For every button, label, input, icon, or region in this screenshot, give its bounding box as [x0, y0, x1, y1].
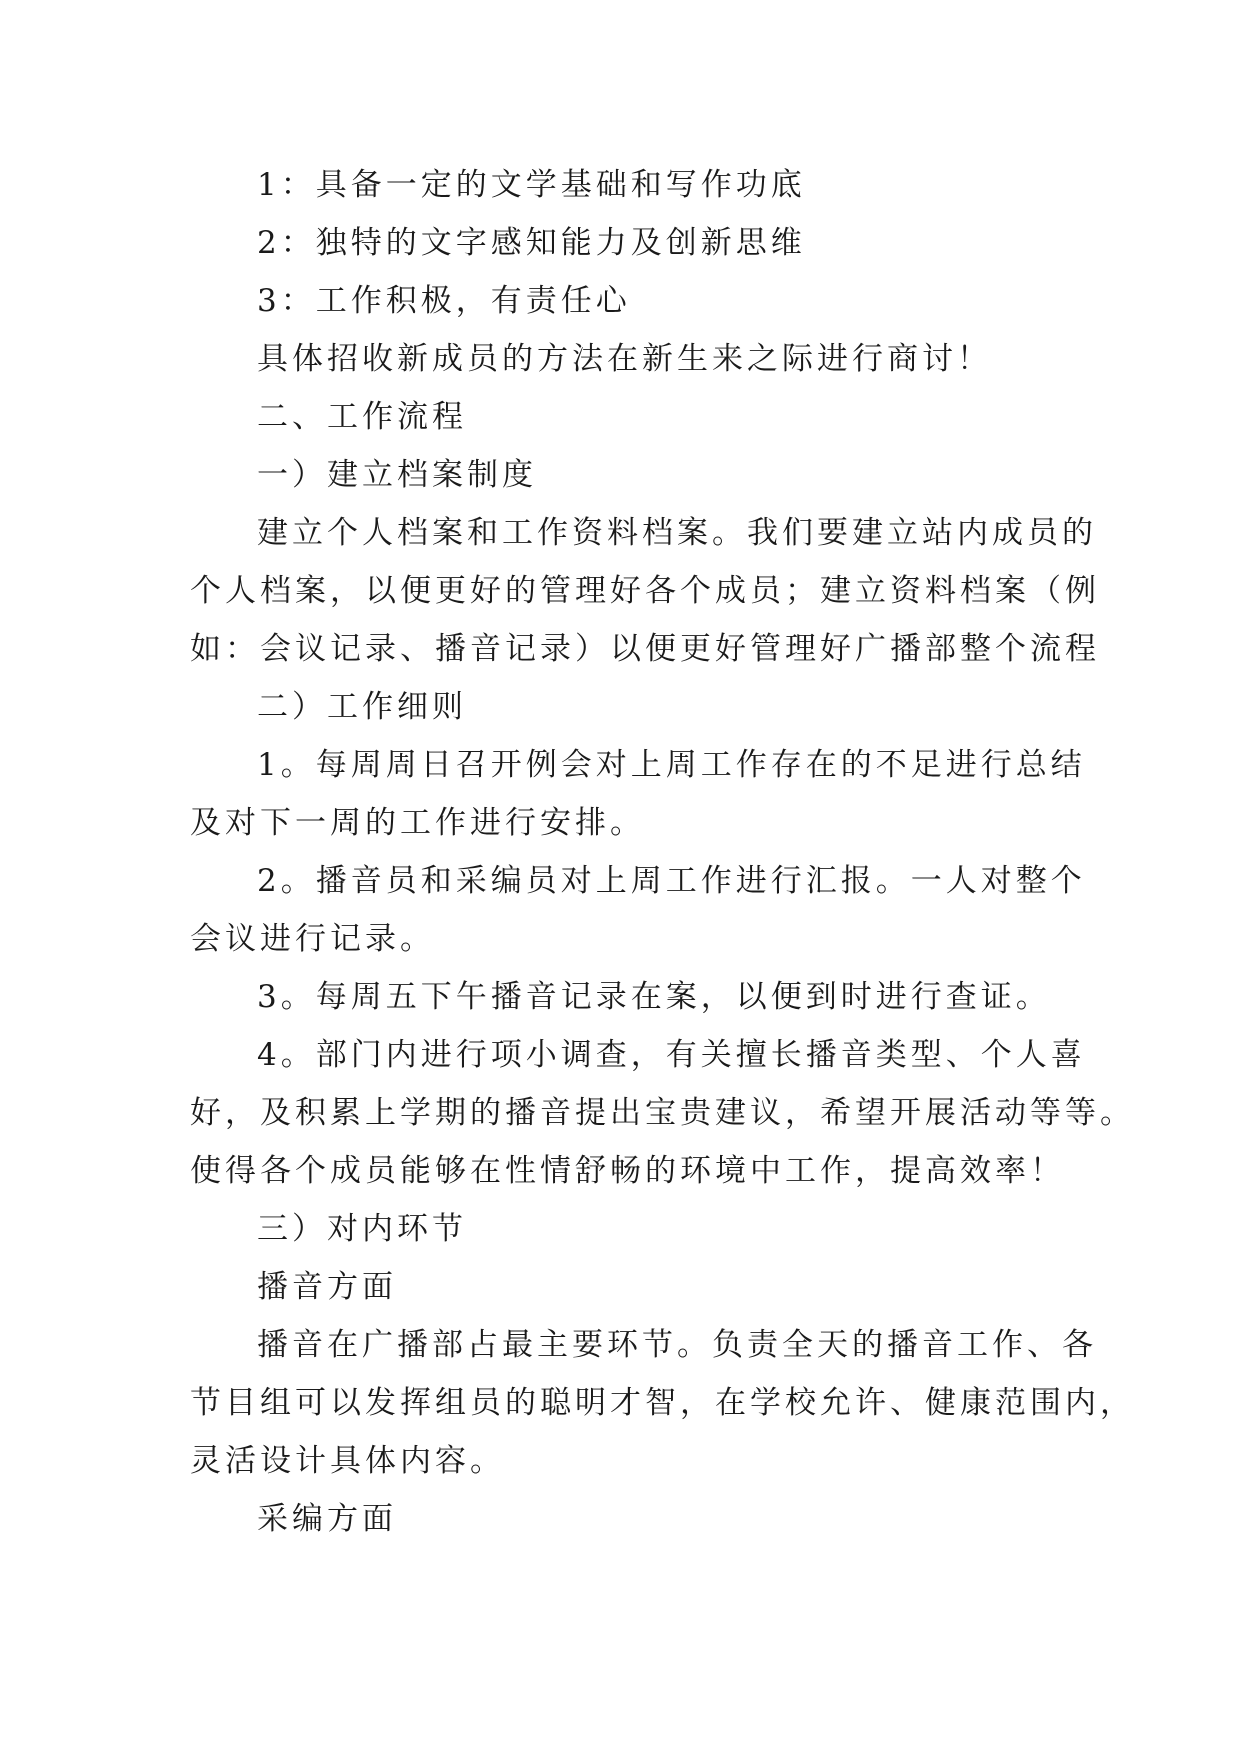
paragraph-archive-line-2: 个人档案，以便更好的管理好各个成员；建立资料档案（例 [190, 573, 1100, 609]
broadcast-line-2: 节目组可以发挥组员的聪明才智，在学校允许、健康范围内， [190, 1385, 1135, 1421]
rule-4-line-1: 4。部门内进行项小调查，有关擅长播音类型、个人喜 [257, 1037, 1086, 1073]
section-heading-workflow: 二、工作流程 [257, 399, 467, 435]
requirement-1: 1：具备一定的文学基础和写作功底 [257, 167, 806, 203]
rule-3: 3。每周五下午播音记录在案，以便到时进行查证。 [257, 979, 1051, 1015]
subheading-editing: 采编方面 [257, 1501, 397, 1537]
rule-4-line-3: 使得各个成员能够在性情舒畅的环境中工作，提高效率！ [190, 1153, 1065, 1189]
broadcast-line-3: 灵活设计具体内容。 [190, 1443, 505, 1479]
rule-2-line-2: 会议进行记录。 [190, 921, 435, 957]
subheading-archive-system: 一）建立档案制度 [257, 457, 537, 493]
paragraph-archive-line-1: 建立个人档案和工作资料档案。我们要建立站内成员的 [257, 515, 1097, 551]
subheading-broadcast: 播音方面 [257, 1269, 397, 1305]
subheading-work-rules: 二）工作细则 [257, 689, 467, 725]
rule-1-line-2: 及对下一周的工作进行安排。 [190, 805, 645, 841]
broadcast-line-1: 播音在广播部占最主要环节。负责全天的播音工作、各 [257, 1327, 1097, 1363]
requirement-2: 2：独特的文字感知能力及创新思维 [257, 225, 806, 261]
requirement-3: 3：工作积极，有责任心 [257, 283, 631, 319]
rule-4-line-2: 好，及积累上学期的播音提出宝贵建议，希望开展活动等等。 [190, 1095, 1135, 1131]
rule-1-line-1: 1。每周周日召开例会对上周工作存在的不足进行总结 [257, 747, 1086, 783]
paragraph-archive-line-3: 如：会议记录、播音记录）以便更好管理好广播部整个流程 [190, 631, 1100, 667]
subheading-internal: 三）对内环节 [257, 1211, 467, 1247]
paragraph-recruit-method: 具体招收新成员的方法在新生来之际进行商讨！ [257, 341, 992, 377]
rule-2-line-1: 2。播音员和采编员对上周工作进行汇报。一人对整个 [257, 863, 1086, 899]
